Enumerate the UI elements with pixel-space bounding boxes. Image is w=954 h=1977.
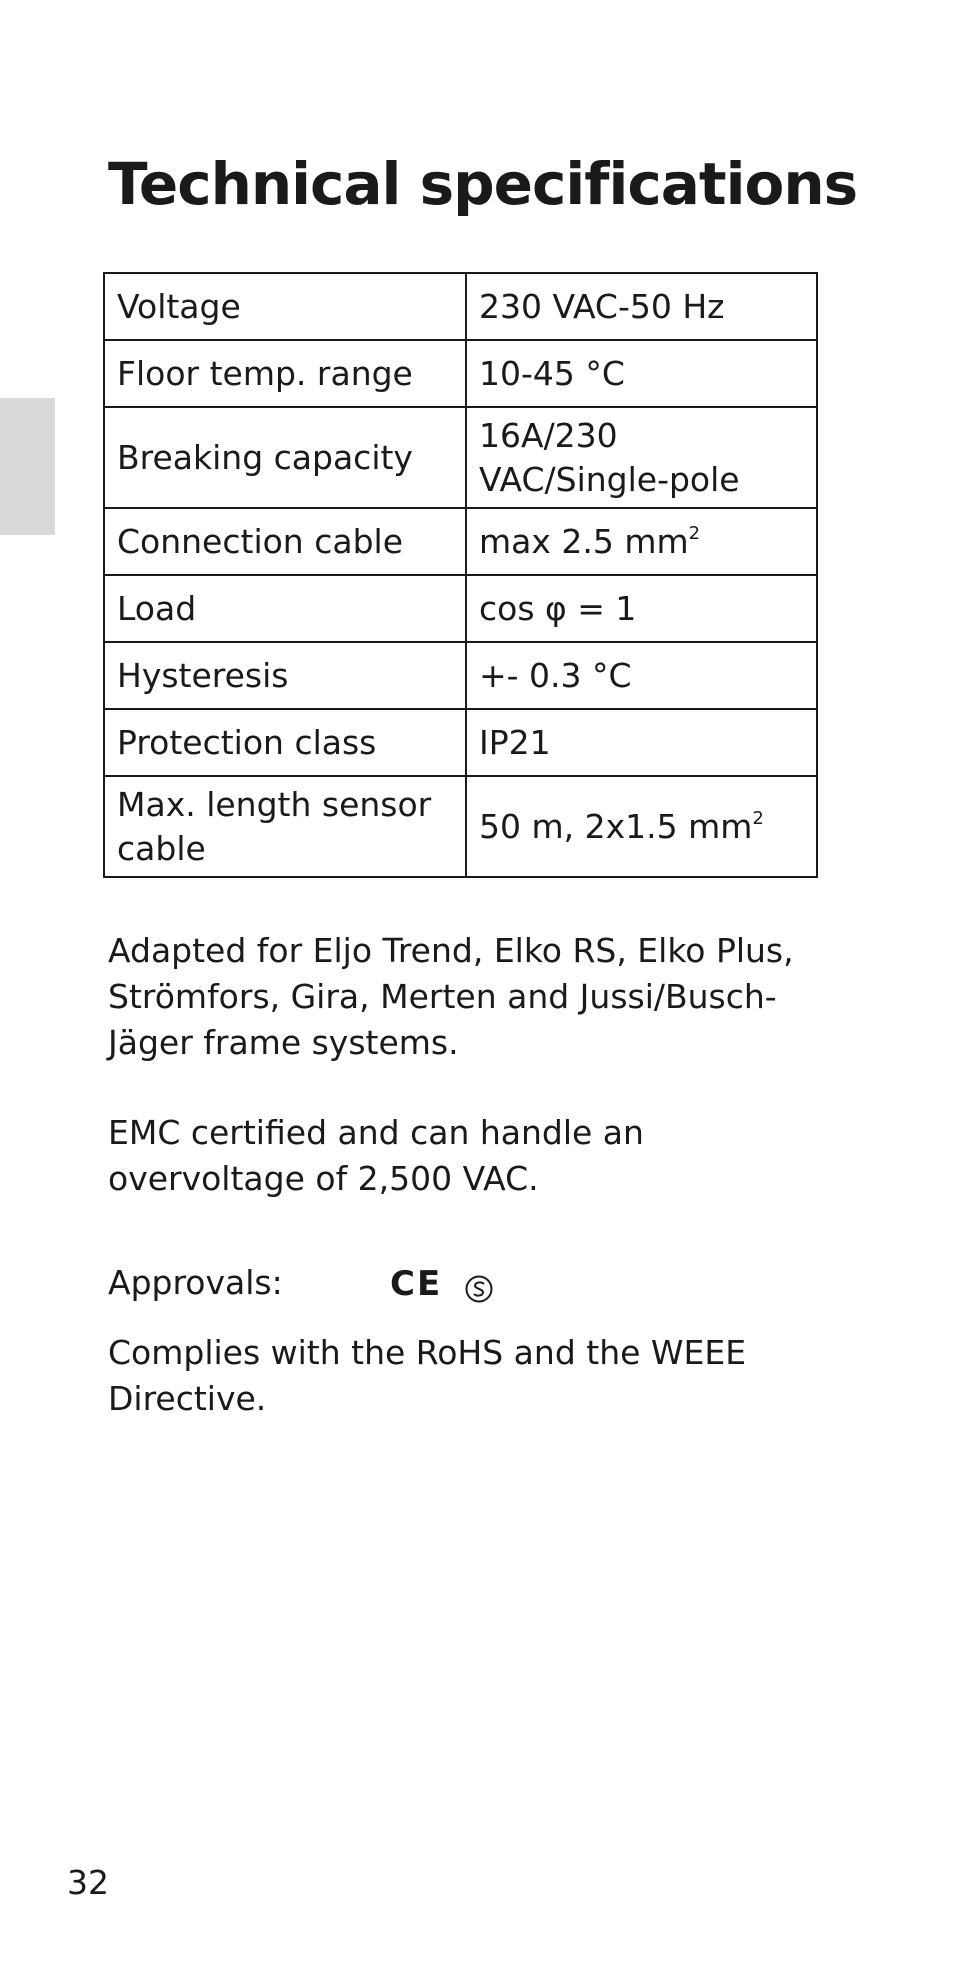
superscript: 2 [688,522,701,544]
spec-value [466,273,817,340]
spec-key: Load [104,575,466,642]
table-row [104,642,817,709]
spec-key: Protection class [104,709,466,776]
spec-key: Connection cable [104,508,466,575]
spec-value [466,776,817,877]
approvals-line [108,1260,848,1310]
spec-key: Hysteresis [104,642,466,709]
page-edge-tab [0,398,55,535]
table-row [104,340,817,407]
spec-value-text: 16A/230 VAC/Single-pole [479,415,740,499]
spec-value-text: cos φ = 1 [479,588,637,628]
spec-value-text: +- 0.3 °C [479,655,632,695]
page-title: Technical specifications [108,150,858,218]
spec-value [466,642,817,709]
table-row [104,273,817,340]
s-mark-icon [464,1270,494,1316]
spec-value-text: 50 m, 2x1.5 mm [479,806,753,846]
table-row [104,508,817,575]
spec-value-text: 10-45 °C [479,353,625,393]
ce-mark-icon: CE [390,1264,443,1304]
adapted-paragraph: Adapted for Eljo Trend, Elko RS, Elko Plus, Strömfors, Gira, Merten and Jussi/Busch-Jäger frame systems. [108,931,794,1062]
spec-value [466,407,817,508]
emc-paragraph: EMC certified and can handle an overvoltage of 2,500 VAC. [108,1113,644,1198]
table-row [104,709,817,776]
superscript: 2 [752,807,764,829]
spec-value [466,508,817,575]
table-row [104,776,817,877]
page-number: 32 [67,1863,109,1902]
spec-value [466,575,817,642]
spec-value-text: 230 VAC-50 Hz [479,286,725,326]
spec-key: Floor temp. range [104,340,466,407]
spec-value-text: max 2.5 mm [479,521,689,561]
spec-table [103,272,818,878]
spec-key: Voltage [104,273,466,340]
complies-paragraph: Complies with the RoHS and the WEEE Directive. [108,1333,747,1418]
spec-value-text: IP21 [479,722,551,762]
spec-key: Breaking capacity [104,407,466,508]
approvals-label: Approvals: [108,1263,283,1302]
table-row [104,407,817,508]
spec-value [466,709,817,776]
spec-value [466,340,817,407]
table-row [104,575,817,642]
spec-key: Max. length sensor cable [104,776,466,877]
